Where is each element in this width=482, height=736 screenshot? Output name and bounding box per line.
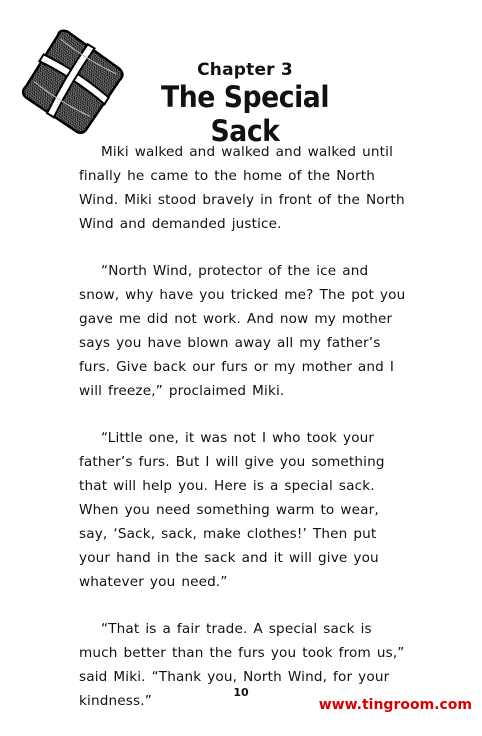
story-paragraph: “That is a fair trade. A special sack is much better than the furs you took from us,” said Miki. “Thank you, North Wind, for your kindness.”	[79, 621, 405, 709]
page-number: 10	[233, 686, 249, 699]
story-paragraph: Miki walked and walked and walked until finally he came to the home of the North Wind. Miki stood bravely in front of the North Wind and demanded justice.	[79, 144, 405, 232]
story-paragraph: “Little one, it was not I who took your father’s furs. But I will give you something that will help you. Here is a special sack. When you need something warm to wear, say, ‘Sack, sack, make clothes!’ Then put your hand in the sack and it will give you whatever you need.”	[79, 430, 385, 590]
story-paragraph: “North Wind, protector of the ice and snow, why have you tricked me? The pot you gave me did not work. And now my mother says you have blown away all my father’s furs. Give back our furs or my mother and I will freeze,” proclaimed Miki.	[79, 263, 406, 399]
chapter-label: Chapter 3	[197, 60, 293, 80]
site-watermark: www.tingroom.com	[318, 697, 472, 713]
sack-illustration	[14, 22, 132, 140]
chapter-title: The Special Sack	[160, 80, 330, 148]
story-body	[79, 140, 409, 736]
